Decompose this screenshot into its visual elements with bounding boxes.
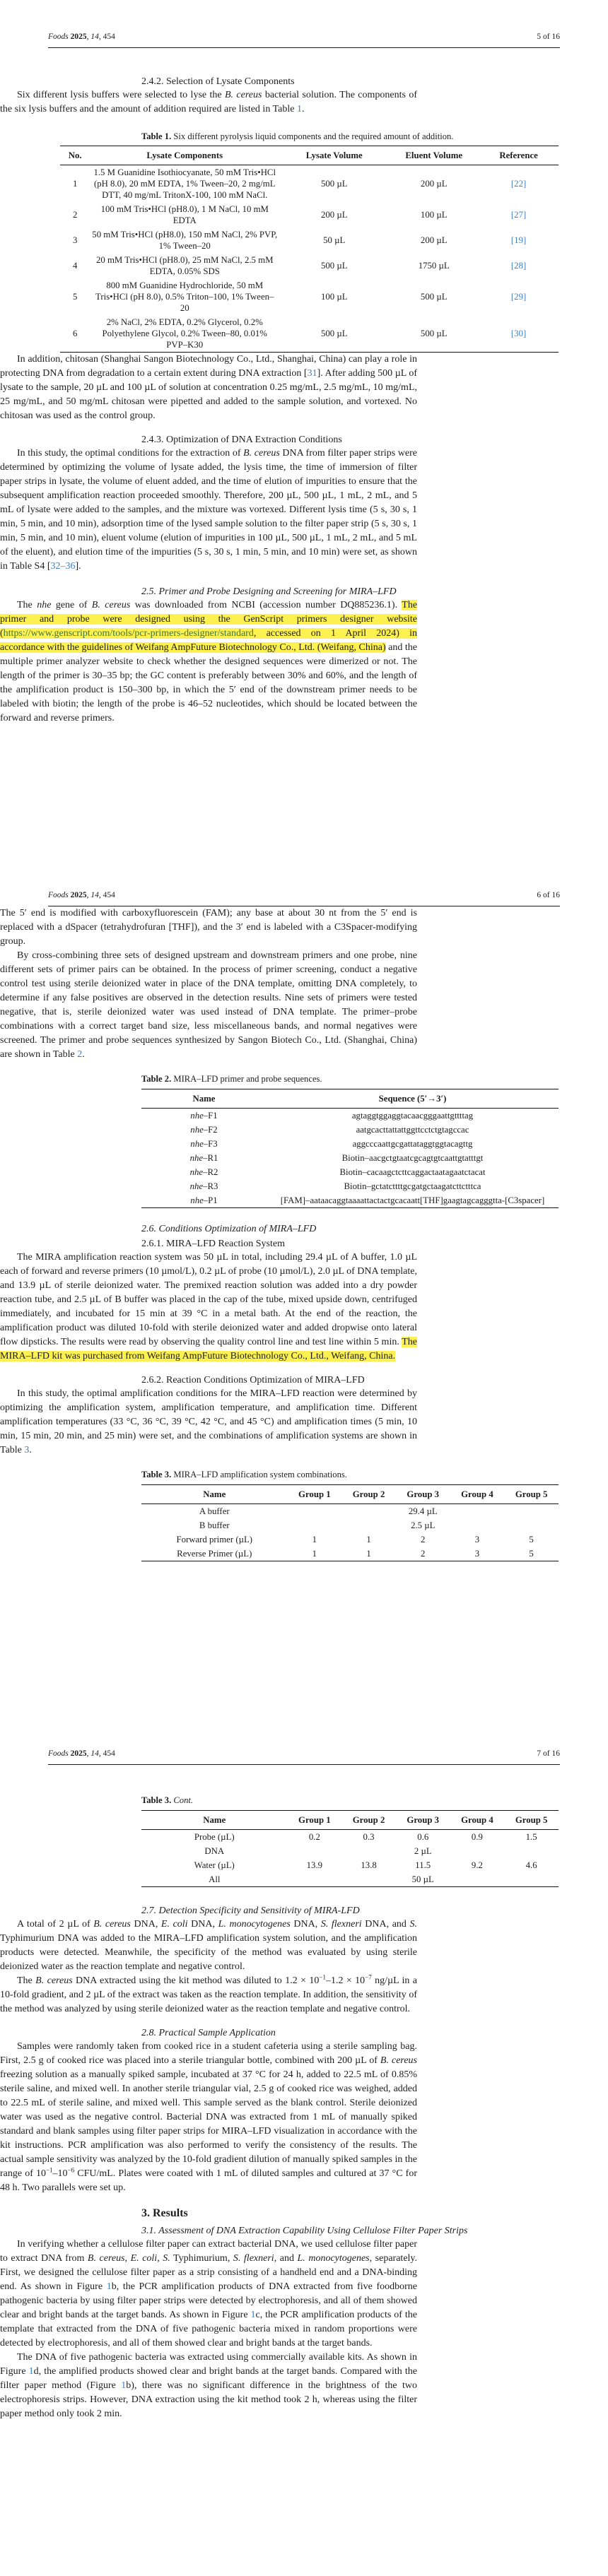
- text-run: ].: [75, 561, 81, 572]
- cell: 100 mM Tris•HCl (pH8.0), 1 M NaCl, 10 mM EDTA: [100, 204, 269, 225]
- text-run: nhe: [190, 1111, 204, 1121]
- text-run: The 5′ end is modified with carboxyfluorescein (FAM); any base at about 30 nt from the 5′ end is replaced with a dSpacer (tetrahydrofuran [THF]), and the 3′ end is labeled with a C3Spacer-modifying group.: [0, 908, 417, 947]
- cell: B buffer: [199, 1520, 230, 1530]
- text-run: The: [17, 600, 37, 610]
- text-run: 2025: [70, 891, 87, 899]
- cell: 1750 µL: [418, 261, 450, 271]
- text-run: .: [301, 104, 305, 114]
- cell: 2: [421, 1549, 426, 1559]
- text-run: .: [29, 1445, 32, 1455]
- text-run: ng/µL in a 10-fold gradient, and 2 µL of the extract was taken as the reaction template. In addition, the sensitivity of the method was analyzed by using sterile deionized water as the reaction template and negative control.: [0, 1975, 418, 2014]
- text-run: DNA extracted using the kit method was diluted to 1.2 × 10: [72, 1975, 320, 1986]
- cell: Biotin–cacaagctcttcaggactaatagaatctacat: [339, 1167, 486, 1177]
- text-run: DNA,: [130, 1919, 161, 1930]
- cell: 1: [72, 179, 78, 189]
- text-run: nhe: [190, 1139, 204, 1149]
- text-run: b), there was no significant difference in the brightness of the two electrophoresis strips. However, DNA extraction using the kit method took 2 h, whereas using the filter paper method only took 2 min.: [0, 2380, 417, 2419]
- text-run: was downloaded from NCBI (accession number DQ885236.1).: [130, 600, 402, 610]
- section-heading-3-results: 3. Results: [141, 2207, 188, 2219]
- text-run: Table 3.: [141, 1795, 172, 1805]
- ref-link[interactable]: 32–36: [50, 561, 76, 572]
- text-run: Foods: [48, 891, 71, 899]
- cell: [141, 1109, 267, 1123]
- table-2-caption: [141, 1073, 559, 1085]
- column-header: Group 4: [450, 1485, 505, 1504]
- column-header: Group 5: [504, 1811, 559, 1830]
- cell: 3: [72, 235, 78, 245]
- cell: 5: [529, 1549, 534, 1559]
- table-row: [141, 1504, 559, 1519]
- text-run: –P1: [203, 1195, 218, 1205]
- cell: 0.9: [471, 1832, 483, 1842]
- table-row: [141, 1165, 559, 1179]
- cell: 1.5: [525, 1832, 537, 1842]
- text-run: S.: [409, 1919, 417, 1930]
- paragraph-chitosan: [0, 353, 417, 423]
- text-run: nhe: [189, 1153, 204, 1163]
- text-run: gene of: [51, 600, 92, 610]
- table-row: [60, 165, 559, 203]
- text-run: −1: [45, 2166, 53, 2174]
- cell: 13.9: [306, 1860, 323, 1870]
- text-run: −1: [319, 1973, 326, 1981]
- text-run: nhe: [189, 1167, 204, 1177]
- cell: 500 µL: [320, 329, 348, 338]
- table-row: [141, 1830, 559, 1845]
- paragraph-mira-reaction-system: [0, 1251, 417, 1364]
- cell: 9.2: [471, 1860, 483, 1870]
- running-head: [48, 0, 560, 48]
- cell: 5: [72, 292, 78, 302]
- cell: 200 µL: [420, 179, 448, 189]
- cell: 200 µL: [320, 210, 348, 220]
- cell: [FAM]–aataacaggtaaaattactactgcacaatt[THF]gaagtagcagggtta-[C3spacer]: [280, 1195, 545, 1205]
- cell: A buffer: [199, 1506, 230, 1516]
- journal-citation: [48, 891, 115, 900]
- table-3: [141, 1484, 559, 1561]
- cell: agtaggtggaggtacaacgggaattgttttag: [351, 1111, 474, 1121]
- text-run: –R1: [203, 1153, 218, 1163]
- cell: 29.4 µL: [408, 1506, 438, 1516]
- text-run: S.: [163, 2253, 170, 2264]
- cell: [29]: [510, 292, 527, 302]
- ref-link[interactable]: 1: [28, 2366, 34, 2377]
- table-row: [60, 315, 559, 353]
- paragraph-reaction-conditions: [0, 1387, 417, 1458]
- text-run: Table 3.: [141, 1470, 172, 1479]
- paragraph-lysis-buffers: [0, 88, 417, 117]
- cell: [28]: [510, 261, 527, 271]
- text-run: E. coli: [130, 2253, 158, 2264]
- text-run: Typhimurium DNA was added to the MIRA–LFD amplification system solution, and the amplification products were detected. Meanwhile, the specificity of the method was evaluated by using sterile deionized water as the reaction template and negative control.: [0, 1933, 417, 1972]
- text-run: B. cereus: [87, 2253, 125, 2264]
- cell: [141, 1137, 267, 1151]
- cell: Biotin–gctatcttttgcgatgctaagatcttctttca: [344, 1181, 481, 1191]
- cell: 200 µL: [420, 235, 448, 245]
- cell: 11.5: [415, 1860, 431, 1870]
- paragraph-filter-paper-assessment: [0, 2238, 417, 2351]
- table-2: [141, 1089, 559, 1208]
- text-run: The DNA of five pathogenic bacteria was extracted using commercially available kits. As shown in Figure: [0, 2352, 417, 2377]
- text-run: –R3: [203, 1181, 218, 1191]
- ref-link[interactable]: 1: [121, 2380, 127, 2391]
- text-run: , accessed on 1 April 2024) in accordance with the guidelines of Weifang AmpFuture Biotechnology Co., Ltd. (Weifang, China): [0, 628, 417, 653]
- paragraph-kit-comparison: [0, 2351, 417, 2421]
- cell: 4.6: [525, 1860, 537, 1870]
- cell: 2: [72, 210, 78, 220]
- text-run: 14: [90, 1749, 99, 1758]
- column-header: Eluent Volume: [389, 146, 479, 165]
- text-run: 2025: [70, 1749, 87, 1758]
- cell: 100 µL: [320, 292, 348, 302]
- text-run: In verifying whether a cellulose filter paper can extract bacterial DNA, we used cellulose filter paper to extract DNA from: [0, 2239, 417, 2264]
- cell: 2% NaCl, 2% EDTA, 0.2% Glycerol, 0.2% Polyethylene Glycol, 0.2% Tween–80, 0.01% PVP–K30: [102, 317, 267, 350]
- cell: 0.2: [308, 1832, 320, 1842]
- section-heading-2-8: 2.8. Practical Sample Application: [141, 2028, 276, 2038]
- paragraph-cross-combining: [0, 949, 417, 1062]
- column-header: Group 3: [396, 1485, 450, 1504]
- cell: 1: [366, 1535, 371, 1544]
- cell: 500 µL: [320, 179, 348, 189]
- column-header: Name: [141, 1811, 288, 1830]
- ref-link[interactable]: 1: [296, 104, 302, 114]
- text-run: B. cereus: [243, 448, 280, 459]
- section-heading-2-4-3: 2.4.3. Optimization of DNA Extraction Conditions: [141, 435, 342, 445]
- text-run: ]. After adding 500 µL of lysate to the sample, 20 µL and 100 µL of solution at concentration 0.25 mg/mL, 2.5 mg/mL, 10 mg/mL, 25 mg/mL, and 50 mg/mL chitosan were pipetted and added to the sample solution, and vortexed. No chitosan was used as the control group.: [0, 368, 417, 421]
- text-run: −6: [67, 2166, 75, 2174]
- table-row: [60, 278, 559, 315]
- cell: aatgcacttattattggttcctctgtagccac: [356, 1125, 469, 1135]
- table-row: [141, 1193, 559, 1208]
- ref-link[interactable]: 31: [307, 368, 317, 379]
- text-run: B. cereus: [224, 90, 262, 100]
- text-run: Table 1.: [141, 131, 172, 141]
- text-run: .: [82, 1049, 85, 1060]
- cell: 2.5 µL: [411, 1520, 435, 1530]
- cell: 1: [366, 1549, 371, 1559]
- cell: 1: [312, 1535, 317, 1544]
- text-run: ,: [86, 33, 91, 41]
- column-header: Group 4: [450, 1811, 505, 1830]
- page-number: 5 of 16: [537, 33, 560, 41]
- table-3-cont-caption: [141, 1795, 559, 1806]
- text-run: , and: [274, 2253, 298, 2264]
- column-header: Sequence (5′→3′): [267, 1089, 559, 1109]
- cell: 50 µL: [411, 1874, 434, 1884]
- text-run: bacterial solution. The components of the six lysis buffers and the amount of addition required are listed in Table: [0, 90, 418, 114]
- text-run: In this study, the optimal conditions for the extraction of: [17, 448, 244, 459]
- text-run: , separately. First, we designed the cellulose filter paper as a strip consisting of a handheld end and a DNA-binding end. As shown in Figure: [0, 2253, 418, 2292]
- table-row: [60, 228, 559, 253]
- cell: DNA: [204, 1846, 225, 1856]
- text-run: –F3: [203, 1139, 218, 1149]
- table-header-row: [141, 1485, 559, 1504]
- text-run: freezing solution as a manually spiked sample, incubated at 37 °C for 24 h, added to 22.5 mL of 0.85% sterile saline, and mixed well. In another sterile triangular vial, 2.5 g of cooked rice was weighed, added to 22.5 mL of sterile saline, and mixed well. This sample served as the blank control. Sterile deionized water was used as the negative control. Bacterial DNA was extracted from 1 mL of manually spiked standard and blank samples using filter paper strips for MIRA–LFD visualization in accordance with the kit instructions. PCR amplification was also performed to verify the consistency of the results. The actual sample sensitivity was analyzed by the 10-fold gradient dilution of manually spiked samples in the range of 10: [0, 2069, 417, 2179]
- table-row: [141, 1151, 559, 1165]
- page-number: 6 of 16: [537, 891, 560, 899]
- cell: [141, 1151, 267, 1165]
- text-run: B. cereus: [93, 1919, 131, 1930]
- text-run: nhe: [189, 1181, 204, 1191]
- cell: 0.6: [417, 1832, 429, 1842]
- column-header: Group 2: [341, 1485, 396, 1504]
- cell: [141, 1179, 267, 1193]
- column-header: Group 3: [396, 1811, 450, 1830]
- column-header: Lysate Volume: [279, 146, 389, 165]
- cell: 1.5 M Guanidine Isothiocyanate, 50 mM Tris•HCl (pH 8.0), 20 mM EDTA, 1% Tween–20, 2 mg/mL DTT, 40 mg/mL TritonX-100, 100 mM NaCl.: [93, 167, 276, 200]
- table-3-caption: [141, 1469, 559, 1480]
- page-number: 7 of 16: [537, 1749, 560, 1758]
- text-run: Cont.: [171, 1795, 194, 1805]
- cell: Probe (µL): [194, 1832, 235, 1842]
- text-run: –F2: [203, 1125, 218, 1135]
- table-row: [141, 1179, 559, 1193]
- section-heading-3-1: 3.1. Assessment of DNA Extraction Capability Using Cellulose Filter Paper Strips: [141, 2226, 468, 2236]
- running-head: [48, 1717, 560, 1765]
- paragraph-primer-probe-design: [0, 598, 417, 726]
- cell: 500 µL: [420, 329, 448, 338]
- text-run: Samples were randomly taken from cooked rice in a student cafeteria using a sterile sampling bag. First, 2.5 g of cooked rice was placed into a sterile triangular bottle, combined with 200 µL of: [0, 2041, 417, 2066]
- text-run: Table 2.: [141, 1074, 172, 1084]
- column-header: Name: [141, 1485, 288, 1504]
- cell: 800 mM Guanidine Hydrochloride, 50 mM Tris•HCl (pH 8.0), 0.5% Triton–100, 1% Tween–20: [95, 280, 274, 313]
- text-run: DNA from filter paper strips were determined by optimizing the volume of lysate added, the lysis time, the time of immersion of filter paper strips in lysate, the volume of eluent added, and the time of elution of impurities to ensure that the subsequent amplification reaction proceeded smoothly. Therefore, 200 µL, 500 µL, 1 mL, 2 mL, and 5 mL of lysate were added to the samples, and the mixture was vortexed. Different lysis time (5 s, 30 s, 1 min, 5 min, and 10 min), adsorption time of the lysed sample solution to the filter paper strip (5 s, 30 s, 1 min, 5 min, and 10 min), eluent volume (elution of impurities in 100 µL, 500 µL, 1 mL, 2 mL, and 5 mL of the eluent), and elution time of the impurities (5 s, 30 s, 1 min, 5 min, and 10 min) were set, as shown in Table S4 [: [0, 448, 417, 572]
- paragraph-practical-sample: [0, 2040, 417, 2195]
- text-run: nhe: [190, 1195, 204, 1205]
- text-run: , 454: [98, 891, 115, 899]
- cell: 3: [474, 1549, 480, 1559]
- text-run: The primer and probe were designed using the GenScript primers designer website (: [0, 600, 418, 639]
- text-run: ,: [86, 891, 91, 899]
- ref-link[interactable]: 1: [250, 2310, 256, 2320]
- cell: 6: [72, 329, 78, 338]
- paragraph-fam-modification: [0, 906, 417, 949]
- cell: [22]: [510, 179, 527, 189]
- cell: 5: [529, 1535, 534, 1544]
- ref-link[interactable]: 1: [106, 2281, 112, 2292]
- cell: 50 µL: [323, 235, 346, 245]
- text-run: Six different pyrolysis liquid components and the required amount of addition.: [171, 131, 454, 141]
- cell: [141, 1193, 267, 1208]
- cell: Biotin–aacgctgtaatcgcagtgtcaattgtatttgt: [341, 1153, 484, 1163]
- column-header: No.: [60, 146, 90, 165]
- text-run: ,: [124, 2253, 131, 2264]
- column-header: Group 2: [341, 1811, 396, 1830]
- cell: 2 µL: [414, 1846, 432, 1856]
- text-run: B. cereus: [35, 1975, 73, 1986]
- text-run: 14: [90, 891, 99, 899]
- text-run: –10: [52, 2168, 68, 2179]
- cell: 500 µL: [420, 292, 448, 302]
- paragraph-sensitivity: [0, 1974, 417, 2016]
- cell: 13.8: [361, 1860, 377, 1870]
- table-header-row: [141, 1089, 559, 1109]
- text-run: 14: [90, 33, 99, 41]
- table-row: [141, 1547, 559, 1561]
- page-6: [0, 858, 608, 1717]
- table-header-row: [60, 146, 559, 165]
- text-run: , 454: [98, 1749, 115, 1758]
- paragraph-specificity: [0, 1918, 417, 1974]
- cell: 2: [421, 1535, 426, 1544]
- section-heading-2-7: 2.7. Detection Specificity and Sensitivity of MIRA-LFD: [141, 1906, 360, 1916]
- text-run: c, the PCR amplification products of the template that extracted from the DNA of five pathogenic bacteria mixed in random proportions were detected by electrophoresis, and all of them showed clear and bright bands at the target bands.: [0, 2310, 417, 2348]
- cell: 500 µL: [320, 261, 348, 271]
- cell: [27]: [510, 210, 527, 220]
- table-row: [141, 1844, 559, 1858]
- text-run: MIRA–LFD amplification system combinations.: [171, 1470, 347, 1479]
- table-row: [141, 1137, 559, 1151]
- page-5: [0, 0, 608, 858]
- text-run: CFU/mL. Plates were coated with 1 mL of diluted samples and cultured at 37 °C for 48 h. Two parallels were set up.: [0, 2168, 417, 2193]
- text-run: By cross-combining three sets of designed upstream and downstream primers and one probe, nine different sets of primer pairs can be obtained. In the process of primer screening, conduct a negative control test using sterile deionized water in place of the DNA template, omitting DNA completely, to determine if any false positives are observed in the detection results. Nine sets of primers were tested negative, that is, sterile deionized water was used instead of DNA template. The primer–probe combinations with a correct target band size, less miscellaneous bands, and normal negatives were screened. The primer and probe sequences synthesized by Sangon Biotech Co., Ltd. (Shanghai, China) are shown in Table: [0, 950, 417, 1060]
- text-run: In this study, the optimal amplification conditions for the MIRA–LFD reaction were determined by optimizing the amplification system, amplification temperature, and amplification time. Different amplification temperatures (33 °C, 36 °C, 39 °C, 42 °C, and 45 °C) and amplification times (5 min, 10 min, 15 min, 20 min, and 25 min) were set, and the combinations of amplification systems are shown in Table: [0, 1388, 417, 1455]
- cell: 0.3: [363, 1832, 375, 1842]
- column-header: Name: [141, 1089, 267, 1109]
- text-run: Foods: [48, 33, 71, 41]
- cell: Forward primer (µL): [176, 1535, 253, 1544]
- text-run: and the multiple primer analyzer website to check whether the designed sequences were dimerized or not. The length of the primer is 30–35 bp; the GC content is preferably between 30% and 60%, and the length of the amplification product is 150–300 bp, in which the 5′ end of the downstream primer needs to be labeled with biotin; the length of the probe is 46–52 nucleotides, which should be located between the forward and reverse primers.: [0, 642, 418, 723]
- text-run: The MIRA–LFD kit was purchased from Weifang AmpFuture Biotechnology Co., Ltd., Weifang, China.: [0, 1337, 417, 1361]
- text-run: nhe: [37, 600, 52, 610]
- section-heading-2-6: 2.6. Conditions Optimization of MIRA–LFD: [141, 1224, 317, 1234]
- text-run: L. monocytogenes: [297, 2253, 370, 2264]
- text-run: nhe: [190, 1125, 204, 1135]
- section-heading-2-6-1: 2.6.1. MIRA–LFD Reaction System: [141, 1239, 285, 1249]
- table-row: [141, 1109, 559, 1123]
- column-header: Group 1: [288, 1811, 342, 1830]
- text-run: MIRA–LFD primer and probe sequences.: [171, 1074, 322, 1084]
- column-header: Group 5: [504, 1485, 559, 1504]
- text-run: Typhimurium,: [170, 2253, 233, 2264]
- cell: [141, 1123, 267, 1137]
- cell: [30]: [510, 329, 527, 338]
- cell: 3: [474, 1535, 480, 1544]
- text-run: DNA,: [290, 1919, 321, 1930]
- journal-citation: [48, 33, 115, 42]
- table-3-continued: [141, 1810, 559, 1887]
- table-row: [60, 253, 559, 278]
- column-header: Group 1: [288, 1485, 342, 1504]
- section-heading-2-5: 2.5. Primer and Probe Designing and Screening for MIRA–LFD: [141, 586, 397, 597]
- text-run: ,: [157, 2253, 163, 2264]
- text-run: Six different lysis buffers were selected to lyse the: [17, 90, 225, 100]
- text-run: A total of 2 µL of: [17, 1919, 94, 1930]
- cell: Water (µL): [194, 1860, 235, 1870]
- table-row: [141, 1858, 559, 1872]
- journal-citation: [48, 1749, 115, 1759]
- text-run: The: [17, 1975, 36, 1986]
- cell: [19]: [510, 235, 527, 245]
- table-row: [141, 1123, 559, 1137]
- column-header: Reference: [479, 146, 559, 165]
- cell: 20 mM Tris•HCl (pH8.0), 25 mM NaCl, 2.5 mM EDTA, 0.05% SDS: [95, 255, 274, 276]
- cell: 4: [72, 261, 78, 271]
- ref-link[interactable]: 2: [77, 1049, 83, 1060]
- text-run: DNA, and: [361, 1919, 410, 1930]
- page-7: [0, 1717, 608, 2576]
- text-run: –R2: [203, 1167, 218, 1177]
- table-1: [60, 146, 559, 353]
- cell: 100 µL: [420, 210, 448, 220]
- cell: All: [209, 1874, 221, 1884]
- text-run: DNA,: [187, 1919, 218, 1930]
- paragraph-extraction-conditions: [0, 447, 417, 574]
- text-run: B. cereus: [91, 600, 131, 610]
- section-heading-2-6-2: 2.6.2. Reaction Conditions Optimization of MIRA–LFD: [141, 1375, 365, 1386]
- text-run: E. coli: [160, 1919, 188, 1930]
- text-run: , 454: [98, 33, 115, 41]
- column-header: Lysate Components: [90, 146, 279, 165]
- cell: 1: [312, 1549, 317, 1559]
- text-run: The MIRA amplification reaction system was 50 µL in total, including 29.4 µL of A buffer, 1.0 µL each of forward and reverse primers (10 µmol/L), 0.2 µL of probe (10 µmol/L), 2.0 µL of DNA template, and 13.9 µL of sterile deionized water. The premixed reaction solution was added into a dry powder reaction tube, and 2.5 µL of B buffer was placed in the cap of the tube, mixed upside down, centrifuged immediately, and incubated for 15 min at 39 °C in a metal bath. At the end of the reaction, the amplification product was diluted 10-fold with sterile deionized water and added dropwise onto lateral flow dipsticks. The results were read by observing the quality control line and test line within 5 min.: [0, 1252, 417, 1347]
- text-run: –F1: [203, 1111, 218, 1121]
- cell: aggcccaattgcgattataggtggtacagttg: [352, 1139, 473, 1149]
- section-heading-2-4-2: 2.4.2. Selection of Lysate Components: [141, 76, 295, 87]
- text-run: L. monocytogenes: [218, 1919, 291, 1930]
- text-run: B. cereus: [380, 2055, 417, 2066]
- cell: [141, 1165, 267, 1179]
- table-header-row: [141, 1811, 559, 1830]
- table-1-caption: [141, 131, 559, 142]
- text-run: S. flexneri: [320, 1919, 362, 1930]
- text-run: d, the amplified products showed clear and bright bands at the target bands. Compared with the filter paper method (Figure: [0, 2366, 417, 2391]
- ref-link[interactable]: 3: [24, 1445, 30, 1455]
- text-run: −7: [365, 1973, 372, 1981]
- text-run: ,: [86, 1749, 91, 1758]
- text-run: –1.2 × 10: [325, 1975, 366, 1986]
- cell: 50 mM Tris•HCl (pH8.0), 150 mM NaCl, 2% PVP, 1% Tween–20: [92, 230, 278, 251]
- cell: Reverse Primer (µL): [177, 1549, 252, 1559]
- text-run: In addition, chitosan (Shanghai Sangon Biotechnology Co., Ltd., Shanghai, China) can play a role in protecting DNA from degradation to a certain extent during DNA extraction [: [0, 354, 417, 379]
- text-run: 2025: [70, 33, 87, 41]
- text-run: b, the PCR amplification products of DNA extracted from five foodborne pathogenic bacteria by using filter paper strips were detected by electrophoresis, and all of them showed clear and bright bands at the target bands. As shown in Figure: [0, 2281, 417, 2320]
- running-head: [48, 858, 560, 906]
- table-row: [60, 202, 559, 228]
- table-row: [141, 1532, 559, 1547]
- text-run: S. flexneri: [233, 2253, 274, 2264]
- table-row: [141, 1518, 559, 1532]
- table-row: [141, 1872, 559, 1887]
- text-run: Foods: [48, 1749, 71, 1758]
- hyperlink[interactable]: https://www.genscript.com/tools/pcr-primers-designer/standard: [3, 628, 254, 639]
